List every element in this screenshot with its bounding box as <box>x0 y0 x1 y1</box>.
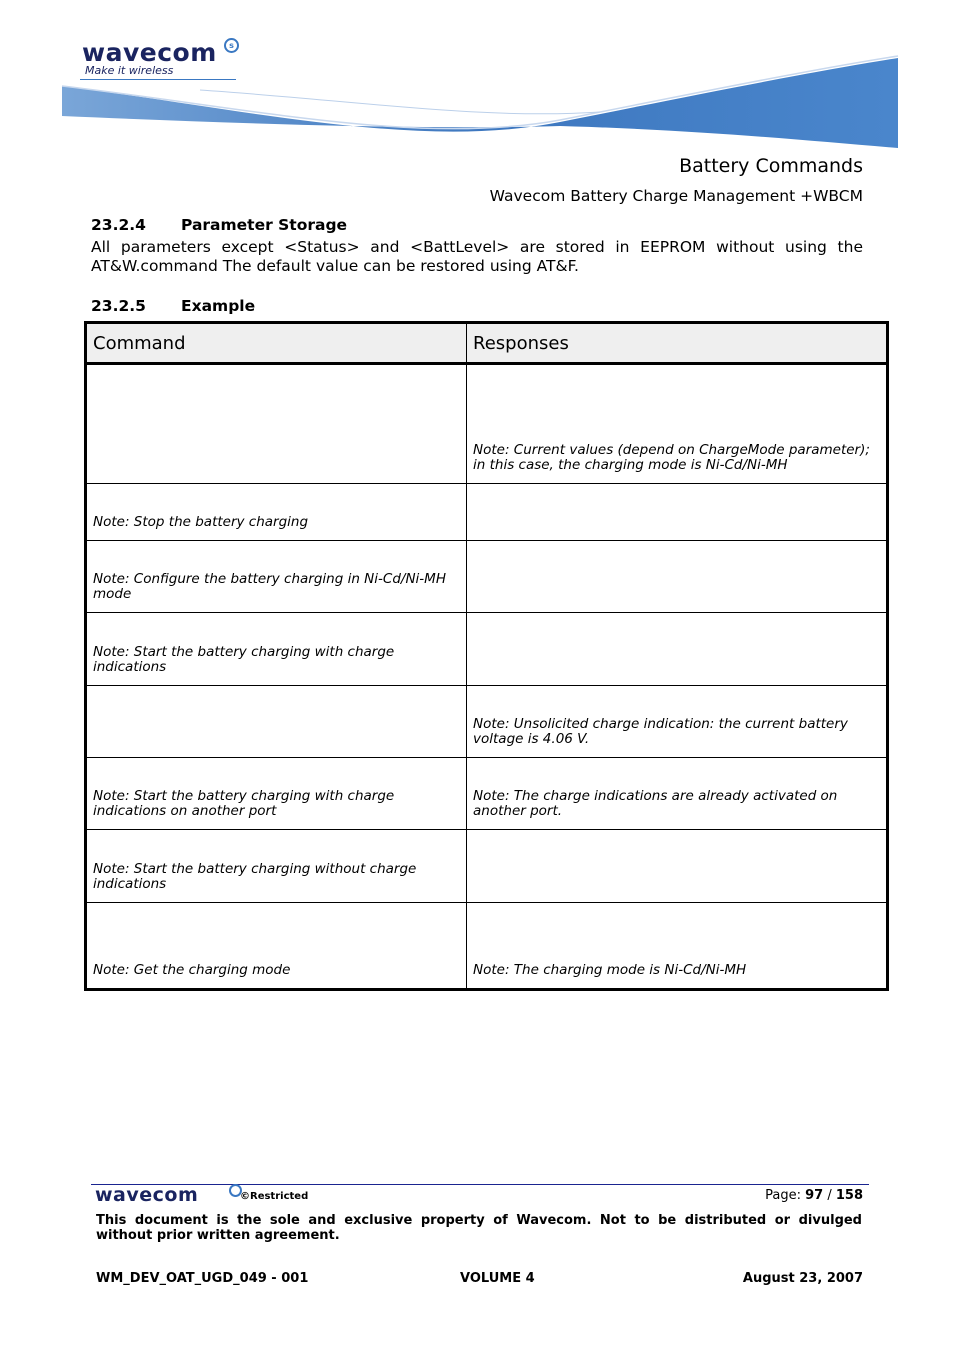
response-cell <box>467 830 888 903</box>
footer-restricted-label: ©Restricted <box>240 1191 309 1202</box>
table-row <box>86 364 888 484</box>
table-row <box>86 903 888 990</box>
footer-legal-notice: This document is the sole and exclusive property of Wavecom. Not to be distributed or divulged without prior written agreement. <box>96 1213 862 1243</box>
example-number: 23.2.5 <box>91 297 146 315</box>
footer-volume: VOLUME 4 <box>460 1271 535 1286</box>
table-row <box>86 613 888 686</box>
response-cell <box>467 364 888 484</box>
command-note: Note: Get the charging mode <box>93 962 291 978</box>
column-header-responses: Responses <box>467 323 888 364</box>
page-total: 158 <box>835 1188 863 1203</box>
response-cell <box>467 686 888 758</box>
command-cell <box>86 364 467 484</box>
command-cell <box>86 903 467 990</box>
example-title: Example <box>181 297 256 315</box>
footer-logo: wavecom <box>95 1184 199 1206</box>
section-subtitle: Wavecom Battery Charge Management +WBCM <box>489 187 863 205</box>
example-heading <box>91 297 255 315</box>
footer-rule <box>91 1184 869 1185</box>
response-cell <box>467 484 888 541</box>
table-row <box>86 484 888 541</box>
storage-number: 23.2.4 <box>91 216 146 234</box>
table-row <box>86 541 888 613</box>
command-cell <box>86 484 467 541</box>
command-cell <box>86 541 467 613</box>
logo-tagline: Make it wireless <box>85 64 174 77</box>
response-note: Note: The charging mode is Ni-Cd/Ni-MH <box>473 962 747 978</box>
header-wave-graphic <box>0 50 954 160</box>
column-header-command: Command <box>86 323 467 364</box>
footer-date: August 23, 2007 <box>742 1271 863 1286</box>
command-cell <box>86 613 467 686</box>
storage-paragraph: All parameters except <Status> and <BattLevel> are stored in EEPROM without using the AT&W.command The default value can be restored using AT&F. <box>91 238 863 275</box>
command-note: Note: Start the battery charging with charge indications on another port <box>93 788 395 819</box>
command-note: Note: Stop the battery charging <box>93 514 309 530</box>
command-note: Note: Start the battery charging with charge indications <box>93 644 395 675</box>
response-note: Note: Current values (depend on ChargeMode parameter); in this case, the charging mode is Ni-Cd/Ni-MH <box>473 442 870 473</box>
command-cell <box>86 686 467 758</box>
logo-wordmark: wavecom <box>82 38 217 67</box>
table-header-row <box>86 323 888 364</box>
response-cell <box>467 613 888 686</box>
table-row <box>86 758 888 830</box>
storage-heading <box>91 216 347 234</box>
response-note: Note: The charge indications are already activated on another port. <box>473 788 838 819</box>
command-cell <box>86 758 467 830</box>
page-separator: / <box>827 1188 832 1203</box>
footer-document-reference: WM_DEV_OAT_UGD_049 - 001 <box>96 1271 309 1286</box>
storage-title: Parameter Storage <box>181 216 348 234</box>
response-note: Note: Unsolicited charge indication: the current battery voltage is 4.06 V. <box>473 716 848 747</box>
command-note: Note: Configure the battery charging in Ni-Cd/Ni-MH mode <box>93 571 446 602</box>
page-current: 97 <box>805 1188 824 1203</box>
response-cell <box>467 541 888 613</box>
response-cell <box>467 758 888 830</box>
table-row <box>86 686 888 758</box>
page-label: Page: <box>765 1188 801 1203</box>
command-cell <box>86 830 467 903</box>
command-note: Note: Start the battery charging without charge indications <box>93 861 417 892</box>
section-title: Battery Commands <box>679 155 863 177</box>
registered-mark-icon: s <box>224 38 239 53</box>
footer-page-number <box>765 1188 863 1203</box>
example-table <box>84 321 889 991</box>
table-row <box>86 830 888 903</box>
response-cell <box>467 903 888 990</box>
